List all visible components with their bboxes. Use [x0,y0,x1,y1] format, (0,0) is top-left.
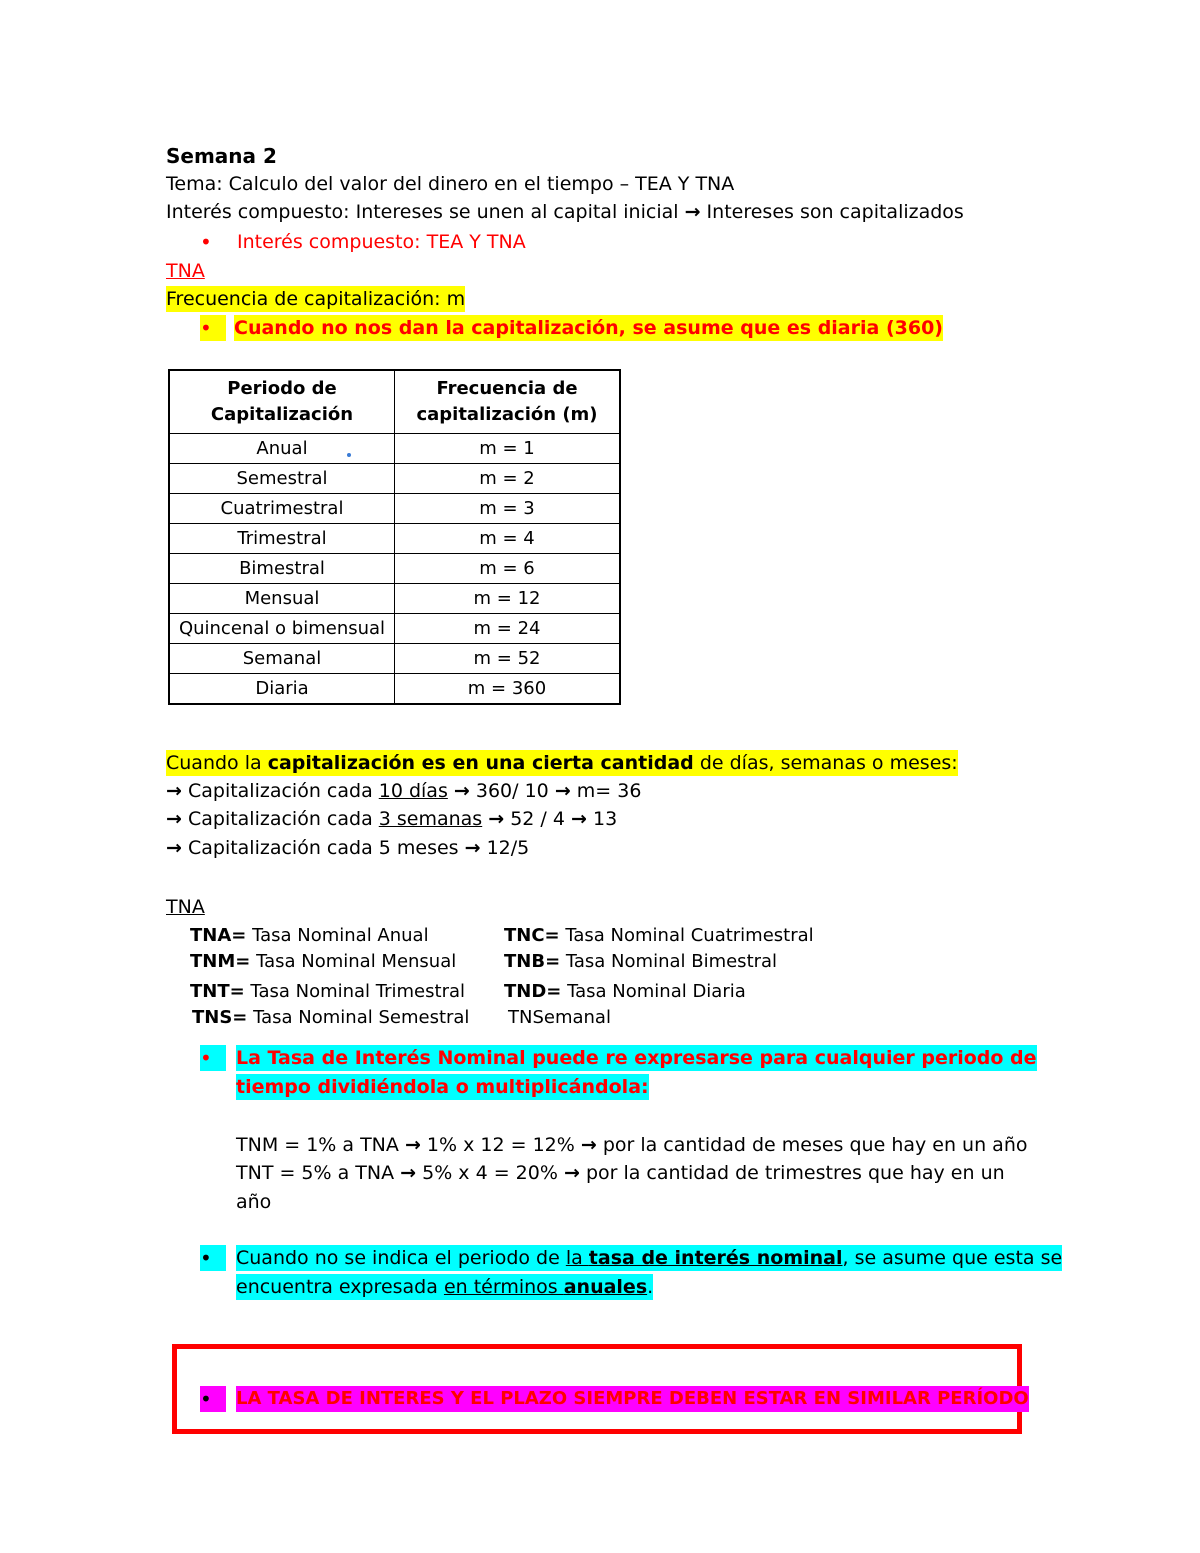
cantidad-l1-d: m= 36 [576,780,642,802]
table-cell-periodo: Mensual [169,584,395,614]
cantidad-intro-c: de días, semanas o meses: [693,752,958,774]
arrow-icon: → [404,1134,421,1156]
arrow-icon: → [571,808,587,830]
cantidad-intro-a: Cuando la [166,752,268,774]
tasa-left-1 [190,923,429,949]
cantidad-l2-d: 13 [592,808,618,830]
table-cell-frecuencia: m = 24 [395,614,621,644]
page-title: Semana 2 [166,144,277,168]
table-row [169,614,620,644]
tasa-name: Tasa Nominal Mensual [250,951,457,972]
tasa-right-3 [504,979,746,1005]
anuales-a: Cuando no se indica el periodo de [236,1247,566,1269]
arrow-icon: → [563,1162,580,1184]
table-cell-frecuencia: m = 52 [395,644,621,674]
tasa-name: Tasa Nominal Cuatrimestral [559,925,814,946]
arrow-icon: → [580,1134,597,1156]
cantidad-l1-b: 10 días [378,780,448,802]
cantidad-l1-a: Capitalización cada [187,780,379,802]
anuales-f: en términos [443,1276,564,1298]
table-cell-frecuencia: m = 2 [395,464,621,494]
anuales-b: la [565,1247,589,1269]
reexpresar-line-1: La Tasa de Interés Nominal puede re expresarse para cualquier periodo de [236,1047,1037,1069]
table-cell-frecuencia: m = 3 [395,494,621,524]
cantidad-line-3 [166,835,529,861]
tasa-name: Tasa Nominal Semestral [247,1007,470,1028]
tasa-right-4 [508,1005,611,1031]
cantidad-l2-c: 52 / 4 [510,808,565,830]
table-cell-periodo: Semanal [169,644,395,674]
table-cell-periodo: Anual [169,434,395,464]
cantidad-l2-a: Capitalización cada [187,808,379,830]
bullet-icon: • [200,1386,226,1412]
tnt-example [236,1160,1005,1186]
tasa-name: Tasa Nominal Trimestral [244,981,466,1002]
table-cell-periodo: Semestral [169,464,395,494]
header-frecuencia-line2: capitalización (m) [416,404,598,425]
tnm-a: TNM = 1% a TNA [236,1134,399,1156]
table-row [169,644,620,674]
arrow-icon: → [684,201,701,223]
bullet-icon: • [200,230,212,254]
anuales-c: tasa de interés nominal [588,1247,843,1269]
header-periodo-line1: Periodo de [227,378,337,399]
table-cell-frecuencia: m = 360 [395,674,621,705]
tasa-left-3 [190,979,465,1005]
anuales-line-2 [236,1274,653,1300]
frecuencia-line: Frecuencia de capitalización: m [166,288,466,310]
tasa-code: TNM= [190,951,251,972]
tnt-a: TNT = 5% a TNA [236,1162,395,1184]
tasa-left-2 [190,949,456,975]
arrow-icon: → [166,780,182,802]
anuales-d: , se asume que esta se [842,1247,1063,1269]
header-frecuencia-line1: Frecuencia de [436,378,578,399]
cantidad-l3-a: Capitalización cada 5 meses [187,837,459,859]
interes-text-a: Interés compuesto: Intereses se unen al capital inicial [166,201,679,223]
bullet-icon: • [200,1045,226,1071]
table-row [169,674,620,705]
anuales-e: encuentra expresada [236,1276,444,1298]
tasa-name: TNSemanal [508,1007,611,1028]
table-cell-periodo: Diaria [169,674,395,705]
table-header-row [169,370,620,434]
tna-heading: TNA [166,260,205,282]
tema-line: Tema: Calculo del valor del dinero en el tiempo – TEA Y TNA [166,173,735,195]
table-cell-frecuencia: m = 6 [395,554,621,584]
tasa-code: TNS= [192,1007,248,1028]
tasas-heading: TNA [166,896,205,918]
tasa-code: TNC= [504,925,560,946]
table-cell-periodo: Quincenal o bimensual [169,614,395,644]
tnm-c: por la cantidad de meses que hay en un año [602,1134,1028,1156]
cantidad-intro-b: capitalización es en una cierta cantidad [267,752,694,774]
cantidad-line-2 [166,806,617,832]
arrow-icon: → [400,1162,417,1184]
table-row [169,554,620,584]
table-row [169,434,620,464]
reexpresar-line-2: tiempo dividiéndola o multiplicándola: [236,1076,649,1098]
tasa-name: Tasa Nominal Bimestral [560,951,778,972]
bullet-icon: • [200,1245,226,1271]
table-cell-frecuencia: m = 12 [395,584,621,614]
tasa-right-1 [504,923,814,949]
cantidad-l2-b: 3 semanas [378,808,483,830]
tasa-code: TND= [504,981,562,1002]
arrow-icon: → [464,837,481,859]
arrow-icon: → [554,780,571,802]
arrow-icon: → [166,837,182,859]
tasa-right-2 [504,949,777,975]
anuales-line-1 [236,1245,1062,1271]
tnt-c: por la cantidad de trimestres que hay en un [585,1162,1005,1184]
anuales-g: anuales [563,1276,648,1298]
tasa-name: Tasa Nominal Anual [246,925,429,946]
capitalizacion-table [168,369,621,705]
table-header-frecuencia [395,370,621,434]
cantidad-intro [166,750,958,776]
table-row [169,584,620,614]
cursor-dot-icon [347,453,351,457]
cantidad-l3-b: 12/5 [486,837,530,859]
tasa-name: Tasa Nominal Diaria [561,981,746,1002]
header-periodo-line2: Capitalización [210,404,354,425]
table-cell-frecuencia: m = 4 [395,524,621,554]
table-row [169,494,620,524]
arrow-icon: → [453,780,470,802]
tasa-code: TNB= [504,951,561,972]
table-cell-periodo: Bimestral [169,554,395,584]
tasa-code: TNT= [190,981,245,1002]
bullet-capitalizacion-diaria: Cuando no nos dan la capitalización, se asume que es diaria (360) [234,317,943,339]
tnm-b: 1% x 12 = 12% [426,1134,575,1156]
table-cell-periodo: Trimestral [169,524,395,554]
interes-line [166,199,964,225]
interes-text-b: Intereses son capitalizados [706,201,964,223]
bullet-interes-compuesto: Interés compuesto: TEA Y TNA [237,231,526,253]
tasa-code: TNA= [190,925,247,946]
bullet-icon: • [200,315,226,341]
tasa-left-4 [192,1005,469,1031]
table-row [169,464,620,494]
arrow-icon: → [488,808,505,830]
tnt-b: 5% x 4 = 20% [422,1162,558,1184]
warning-text: LA TASA DE INTERES Y EL PLAZO SIEMPRE DEBEN ESTAR EN SIMILAR PERÍODO [236,1386,1029,1412]
table-cell-periodo: Cuatrimestral [169,494,395,524]
cantidad-l1-c: 360/ 10 [475,780,549,802]
table-cell-frecuencia: m = 1 [395,434,621,464]
arrow-icon: → [166,808,182,830]
table-row [169,524,620,554]
anuales-h: . [647,1276,654,1298]
tnt-example-cont: año [236,1191,272,1213]
cantidad-line-1 [166,778,641,804]
table-header-periodo [169,370,395,434]
tnm-example [236,1132,1028,1158]
